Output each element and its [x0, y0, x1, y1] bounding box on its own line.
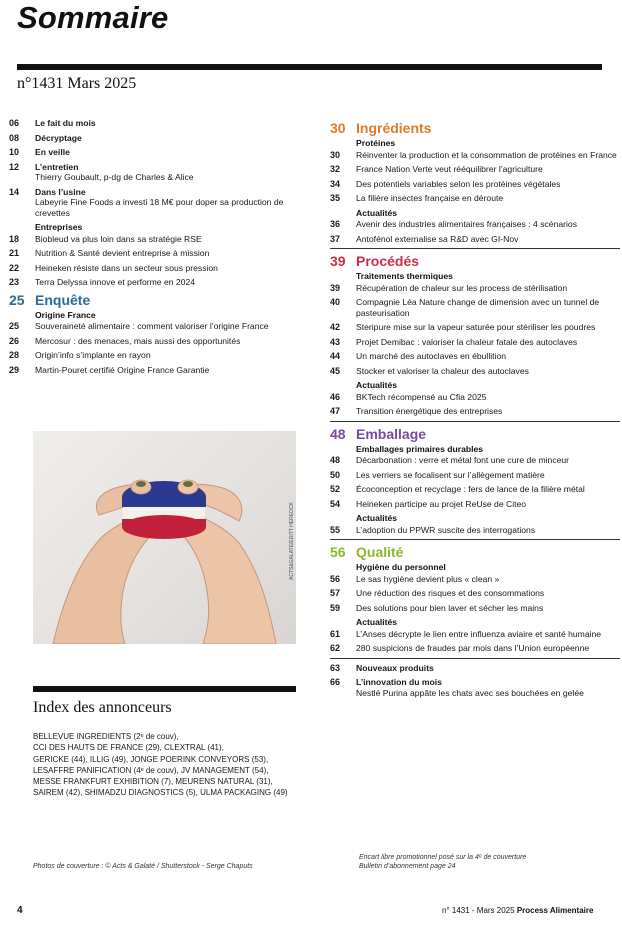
toc-entry[interactable] — [330, 603, 622, 614]
toc-entry-title: L’innovation du mois — [356, 677, 442, 687]
toc-entry[interactable] — [9, 365, 299, 376]
toc-page-number: 35 — [330, 193, 341, 203]
toc-entry[interactable] — [330, 164, 622, 175]
toc-entry-title: La filière insectes française en déroute — [356, 193, 504, 203]
section-divider — [330, 248, 620, 249]
toc-page-number: 50 — [330, 469, 341, 480]
toc-page-number: 62 — [330, 643, 341, 653]
section-emballage — [330, 426, 622, 536]
toc-entry[interactable] — [330, 643, 622, 654]
toc-entry-title: Mercosur : des menaces, mais aussi des opportunités — [35, 335, 241, 346]
photo-credit: ACTS&GALATE/EDITT HEREOCK — [289, 502, 295, 580]
toc-page-number: 29 — [9, 364, 20, 375]
toc-entry[interactable] — [330, 455, 622, 466]
section-title: Procédés — [356, 253, 420, 269]
toc-entry-subtitle: Nestlé Purina appâte les chats avec ses bouchées en gelée — [356, 687, 584, 698]
toc-page-number: 55 — [330, 524, 341, 535]
toc-entry-title: France Nation Verte veut rééquilibrer l’agriculture — [356, 164, 543, 174]
toc-entry-title: Origin’info s’implante en rayon — [35, 350, 151, 360]
toc-entry[interactable] — [330, 392, 622, 403]
toc-entry-title: Écoconception et recyclage : fers de lance de la filière métal — [356, 484, 585, 494]
toc-page-number: 28 — [9, 350, 20, 360]
toc-page-number: 21 — [9, 248, 20, 258]
subsection-label: Actualités — [356, 513, 398, 523]
toc-entry-title: Projet Demibac : valoriser la chaleur fatale des autoclaves — [356, 336, 578, 347]
section-heading[interactable] — [9, 292, 299, 308]
section-divider — [330, 539, 620, 540]
subsection-label: Origine France — [35, 309, 96, 320]
toc-page-number: 26 — [9, 335, 20, 346]
section-heading[interactable] — [330, 120, 622, 136]
toc-page-number: 39 — [330, 282, 341, 293]
toc-page-number: 57 — [330, 588, 341, 598]
toc-entry[interactable] — [330, 337, 622, 348]
toc-page-number: 37 — [330, 233, 341, 244]
section-ingredients — [330, 120, 622, 244]
toc-entry-title: Des potentiels variables selon les protéines végétales — [356, 178, 561, 189]
toc-entry[interactable] — [9, 263, 299, 274]
toc-entry-title: BKTech récompensé au Cfia 2025 — [356, 391, 487, 402]
encart-line: Encart libre promotionnel posé sur la 4ᵉ de couverture — [359, 854, 527, 861]
toc-entry[interactable] — [330, 179, 622, 190]
toc-entry-title: Le sas hygiène devient plus « clean » — [356, 573, 500, 584]
toc-page-number: 18 — [9, 233, 20, 244]
toc-entry[interactable] — [9, 133, 299, 144]
subsection-label: Actualités — [356, 380, 398, 390]
toc-page-number: 44 — [330, 351, 341, 361]
toc-entry-title: Décryptage — [35, 132, 82, 143]
toc-entry[interactable] — [330, 677, 622, 698]
toc-entry[interactable] — [330, 150, 622, 161]
toc-page-number: 59 — [330, 602, 341, 613]
toc-page-number: 36 — [330, 219, 341, 229]
toc-page-number: 43 — [330, 336, 341, 347]
toc-entry[interactable] — [330, 406, 622, 417]
toc-entry-title: 280 suspicions de fraudes par mois dans l’Union européenne — [356, 643, 590, 653]
toc-entry-title: Terra Delyssa innove et performe en 2024 — [35, 277, 196, 287]
toc-entry[interactable] — [330, 234, 622, 245]
subsection-label: Actualités — [356, 207, 398, 218]
toc-entry-title: Un marché des autoclaves en ébullition — [356, 351, 507, 361]
footer-issue — [442, 906, 593, 915]
toc-entry-title: Biobleud va plus loin dans sa stratégie RSE — [35, 233, 202, 244]
toc-entry[interactable] — [330, 525, 622, 536]
toc-entry[interactable] — [330, 470, 622, 481]
footer-issue-text: n° 1431 - Mars 2025 — [442, 906, 515, 915]
subsection-label: Hygiène du personnel — [356, 562, 446, 572]
toc-page-number: 12 — [9, 161, 20, 172]
section-heading[interactable] — [330, 544, 622, 560]
toc-entry[interactable] — [330, 297, 622, 318]
toc-page-number: 42 — [330, 322, 341, 332]
section-divider — [330, 421, 620, 422]
toc-entry-title: Stocker et valoriser la chaleur des autoclaves — [356, 365, 529, 376]
toc-entry[interactable] — [9, 147, 299, 158]
toc-entry[interactable] — [9, 336, 299, 347]
toc-entry-title: L’Anses décrypte le lien entre influenza aviaire et santé humaine — [356, 628, 602, 639]
toc-page-number: 54 — [330, 498, 341, 509]
toc-entry[interactable] — [330, 351, 622, 362]
toc-page-number: 14 — [9, 186, 20, 197]
toc-page-number: 61 — [330, 628, 341, 639]
toc-page-number: 48 — [330, 455, 341, 465]
toc-entry-title: Transition énergétique des entreprises — [356, 406, 503, 416]
toc-entry-title: Dans l’usine — [35, 186, 86, 197]
toc-page-number: 34 — [330, 178, 341, 189]
encart-line: Bulletin d’abonnement page 24 — [359, 863, 456, 870]
toc-page-number: 25 — [9, 321, 20, 331]
section-page-number: 48 — [330, 425, 346, 442]
toc-entry[interactable] — [9, 162, 299, 183]
toc-entry[interactable] — [330, 193, 622, 204]
subsection-label: Traitements thermiques — [356, 271, 453, 281]
toc-page-number: 06 — [9, 118, 20, 128]
subsection-label: Entreprises — [35, 222, 83, 232]
section-page-number: 25 — [9, 291, 25, 308]
toc-page-number: 22 — [9, 262, 20, 273]
footer-publication: Process Alimentaire — [516, 906, 594, 915]
toc-entry[interactable] — [330, 283, 622, 294]
toc-entry-title: Nouveaux produits — [356, 662, 434, 673]
toc-entry-title: L’entretien — [35, 161, 79, 172]
section-title: Emballage — [356, 425, 427, 442]
toc-entry-title: L’adoption du PPWR suscite des interrogations — [356, 524, 536, 535]
subsection-label: Emballages primaires durables — [356, 443, 484, 454]
cover-credit: Photos de couverture : © Acts & Galaté / Shutterstock - Serge Chaputs — [33, 863, 253, 870]
toc-entry-title: Une réduction des risques et des consommations — [356, 588, 545, 598]
toc-page-number: 46 — [330, 391, 341, 402]
toc-entry[interactable] — [9, 277, 299, 288]
section-procedes — [330, 253, 622, 417]
index-rule — [33, 686, 296, 692]
toc-entry[interactable] — [330, 629, 622, 640]
toc-entry-title: Martin-Pouret certifié Origine France Garantie — [35, 364, 210, 375]
toc-page-number: 63 — [330, 662, 341, 673]
toc-entry[interactable] — [9, 350, 299, 361]
page-title: Sommaire — [17, 0, 169, 35]
section-divider — [330, 658, 620, 659]
page-number: 4 — [17, 905, 23, 916]
cover-photo — [33, 431, 296, 644]
toc-entry-title: Heineken participe au projet ReUse de Citeo — [356, 498, 527, 509]
toc-entry[interactable] — [9, 234, 299, 245]
section-heading[interactable] — [330, 253, 622, 269]
advertiser-line: BELLEVUE INGREDIENTS (2ᵉ de couv), — [33, 732, 179, 741]
toc-entry-title: Récupération de chaleur sur les process de stérilisation — [356, 282, 568, 293]
toc-page-number: 10 — [9, 147, 20, 157]
toc-entry-title: Le fait du mois — [35, 118, 96, 128]
section-heading[interactable] — [330, 426, 622, 442]
toc-entry-title: Les verriers se focalisent sur l’allègement matière — [356, 469, 545, 480]
advertiser-line: CCI DES HAUTS DE FRANCE (29), CLEXTRAL (41), — [33, 743, 224, 753]
toc-entry-title: Avenir des industries alimentaires françaises : 4 scénarios — [356, 219, 577, 229]
toc-page-number: 45 — [330, 365, 341, 376]
toc-page-number: 32 — [330, 164, 341, 174]
subsection-label: Protéines — [356, 138, 396, 148]
toc-entry[interactable] — [330, 322, 622, 333]
section-page-number: 39 — [330, 253, 346, 269]
toc-page-number: 52 — [330, 484, 341, 494]
section-page-number: 30 — [330, 120, 346, 136]
toc-entry-title: Décarbonation : verre et métal font une cure de minceur — [356, 455, 570, 465]
top-rule — [17, 64, 602, 70]
toc-page-number: 66 — [330, 677, 341, 687]
toc-entry[interactable] — [9, 187, 299, 219]
toc-entry[interactable] — [330, 499, 622, 510]
section-page-number: 56 — [330, 544, 346, 560]
toc-entry-title: Steripure mise sur la vapeur saturée pour stériliser les poudres — [356, 322, 596, 332]
section-title: Ingrédients — [356, 120, 432, 136]
toc-entry-title: Des solutions pour bien laver et sécher les mains — [356, 602, 544, 613]
toc-entry-title: Heineken résiste dans un secteur sous pression — [35, 262, 218, 273]
toc-entry-subtitle: Thierry Goubault, p-dg de Charles & Alice — [35, 172, 194, 182]
toc-page-number: 08 — [9, 132, 20, 143]
encart-note — [359, 853, 526, 871]
toc-entry[interactable] — [330, 663, 622, 674]
toc-entry[interactable] — [9, 321, 299, 332]
index-title: Index des annonceurs — [33, 699, 172, 716]
subsection-label: Actualités — [356, 617, 398, 627]
section-title: Qualité — [356, 544, 404, 560]
advertiser-line: MESSE FRANKFURT EXHIBITION (7), MEURENS NATURAL (31), — [33, 777, 273, 787]
left-column — [9, 118, 299, 379]
toc-entry[interactable] — [330, 574, 622, 585]
toc-entry[interactable] — [330, 366, 622, 377]
macaron-hands-illustration — [33, 431, 296, 644]
toc-entry-title: Souveraineté alimentaire : comment valoriser l’origine France — [35, 321, 269, 331]
index-list — [33, 731, 303, 799]
section-title: Enquête — [35, 291, 91, 308]
section-enquete — [9, 292, 299, 376]
toc-entry-title: Antofénol externalise sa R&D avec GI-Nov — [356, 233, 519, 244]
toc-entry[interactable] — [9, 118, 299, 129]
advertiser-line: SAIREM (42), SHIMADZU DIAGNOSTICS (5), ULMA PACKAGING (49) — [33, 788, 288, 798]
right-column — [330, 116, 622, 702]
toc-entry[interactable] — [9, 248, 299, 259]
toc-page-number: 47 — [330, 406, 341, 416]
toc-entry-title: Réinventer la production et la consommation de protéines en France — [356, 149, 617, 160]
toc-page-number: 40 — [330, 297, 341, 307]
advertiser-line: GERICKE (44), ILLIG (49), JONGE POERINK CONVEYORS (53), — [33, 754, 269, 764]
section-qualite — [330, 544, 622, 654]
toc-page-number: 30 — [330, 149, 341, 160]
toc-entry-title: Nutrition & Santé devient entreprise à mission — [35, 248, 210, 258]
toc-page-number: 56 — [330, 573, 341, 584]
toc-entry-title: Compagnie Léa Nature change de dimension avec un tunnel de pasteurisation — [356, 297, 600, 318]
issue-number: n°1431 Mars 2025 — [17, 75, 137, 92]
toc-entry-subtitle: Labeyrie Fine Foods a investi 18 M€ pour doper sa production de crevettes — [35, 197, 284, 218]
toc-page-number: 23 — [9, 277, 20, 287]
toc-entry[interactable] — [330, 219, 622, 230]
toc-entry[interactable] — [330, 588, 622, 599]
toc-entry[interactable] — [330, 484, 622, 495]
advertiser-line: LESAFFRE PANIFICATION (4ᵉ de couv), JV MANAGEMENT (54), — [33, 765, 269, 775]
toc-entry-title: En veille — [35, 147, 70, 157]
